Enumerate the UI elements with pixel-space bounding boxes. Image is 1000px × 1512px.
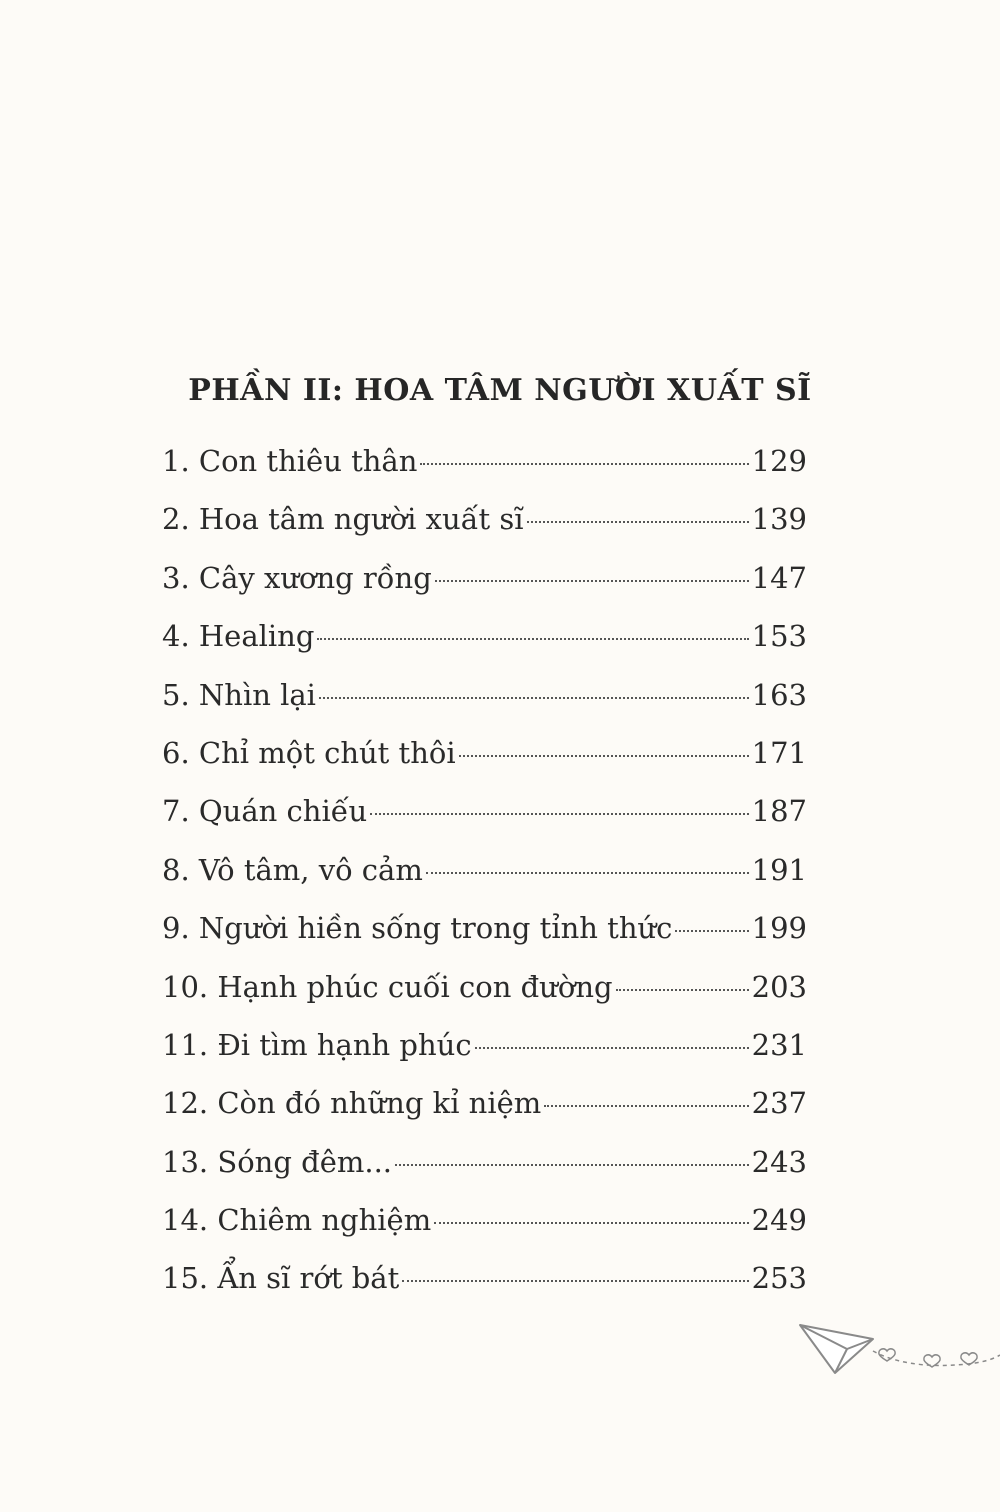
- toc-entry[interactable]: [162, 1191, 807, 1249]
- toc-entry-page: 153: [751, 619, 807, 654]
- dot-leader: [527, 521, 749, 523]
- toc-entry-page: 243: [751, 1144, 807, 1179]
- toc-entry[interactable]: [162, 432, 807, 490]
- toc-entry-title: 1. Con thiêu thân: [162, 444, 418, 478]
- toc-entry-title: 9. Người hiền sống trong tỉnh thức: [162, 911, 673, 946]
- toc-entry-title: 13. Sóng đêm...: [162, 1144, 393, 1179]
- paper-plane-icon: [800, 1325, 873, 1373]
- toc-entry[interactable]: [162, 782, 807, 840]
- toc-entry-page: 187: [751, 794, 807, 829]
- dot-leader: [420, 463, 748, 465]
- toc-entry-title: 11. Đi tìm hạnh phúc: [162, 1027, 472, 1062]
- toc-entry-page: 191: [751, 852, 807, 887]
- toc-entry-page: 171: [751, 735, 807, 770]
- toc-entry-title: 5. Nhìn lại: [162, 677, 316, 712]
- toc-entry-page: 199: [751, 911, 807, 946]
- dot-leader: [616, 989, 749, 991]
- toc-entry[interactable]: [162, 1016, 807, 1074]
- dot-leader: [675, 930, 748, 932]
- dot-leader: [319, 697, 749, 699]
- toc-entry[interactable]: [162, 549, 807, 607]
- toc-entry-page: 253: [751, 1261, 807, 1296]
- toc-entry[interactable]: [162, 607, 807, 665]
- toc-entry-page: 203: [751, 969, 807, 1004]
- toc-entry-page: 139: [751, 502, 807, 537]
- toc-entry-title: 3. Cây xương rồng: [162, 560, 432, 595]
- toc-entry[interactable]: [162, 1249, 807, 1307]
- toc-entry-title: 12. Còn đó những kỉ niệm: [162, 1086, 542, 1121]
- toc-entry[interactable]: [162, 899, 807, 957]
- toc-entry[interactable]: [162, 1074, 807, 1132]
- toc-entry[interactable]: [162, 490, 807, 548]
- dot-leader: [434, 1222, 748, 1224]
- toc-entry-page: 231: [751, 1027, 807, 1062]
- dot-leader: [544, 1105, 748, 1107]
- toc-entry-page: 147: [751, 560, 807, 595]
- toc-entry-title: 8. Vô tâm, vô cảm: [162, 852, 423, 887]
- toc-entry-page: 129: [751, 444, 807, 478]
- toc-entry[interactable]: [162, 724, 807, 782]
- toc-entry-title: 6. Chỉ một chút thôi: [162, 735, 456, 770]
- toc-entry[interactable]: [162, 1133, 807, 1191]
- dot-leader: [370, 813, 748, 815]
- dot-leader: [475, 1047, 749, 1049]
- dot-leader: [395, 1164, 749, 1166]
- toc-entry[interactable]: [162, 666, 807, 724]
- table-of-contents: [162, 432, 807, 1308]
- dot-leader: [435, 580, 749, 582]
- section-heading: PHẦN II: HOA TÂM NGƯỜI XUẤT SĨ: [188, 373, 812, 408]
- toc-entry[interactable]: [162, 958, 807, 1016]
- toc-entry-title: 2. Hoa tâm người xuất sĩ: [162, 502, 524, 537]
- toc-entry-page: 163: [751, 677, 807, 712]
- toc-entry-title: 14. Chiêm nghiệm: [162, 1203, 432, 1238]
- toc-entry-page: 249: [751, 1203, 807, 1238]
- dot-leader: [459, 755, 749, 757]
- toc-entry-title: 15. Ẩn sĩ rớt bát: [162, 1261, 400, 1296]
- dot-leader: [402, 1280, 748, 1282]
- toc-entry-title: 7. Quán chiếu: [162, 794, 368, 829]
- paper-plane-decoration: [795, 1315, 1000, 1385]
- toc-entry-title: 10. Hạnh phúc cuối con đường: [162, 969, 613, 1004]
- toc-entry-title: 4. Healing: [162, 619, 315, 654]
- dot-leader: [317, 638, 748, 640]
- toc-entry[interactable]: [162, 841, 807, 899]
- toc-entry-page: 237: [751, 1086, 807, 1121]
- dot-leader: [426, 872, 749, 874]
